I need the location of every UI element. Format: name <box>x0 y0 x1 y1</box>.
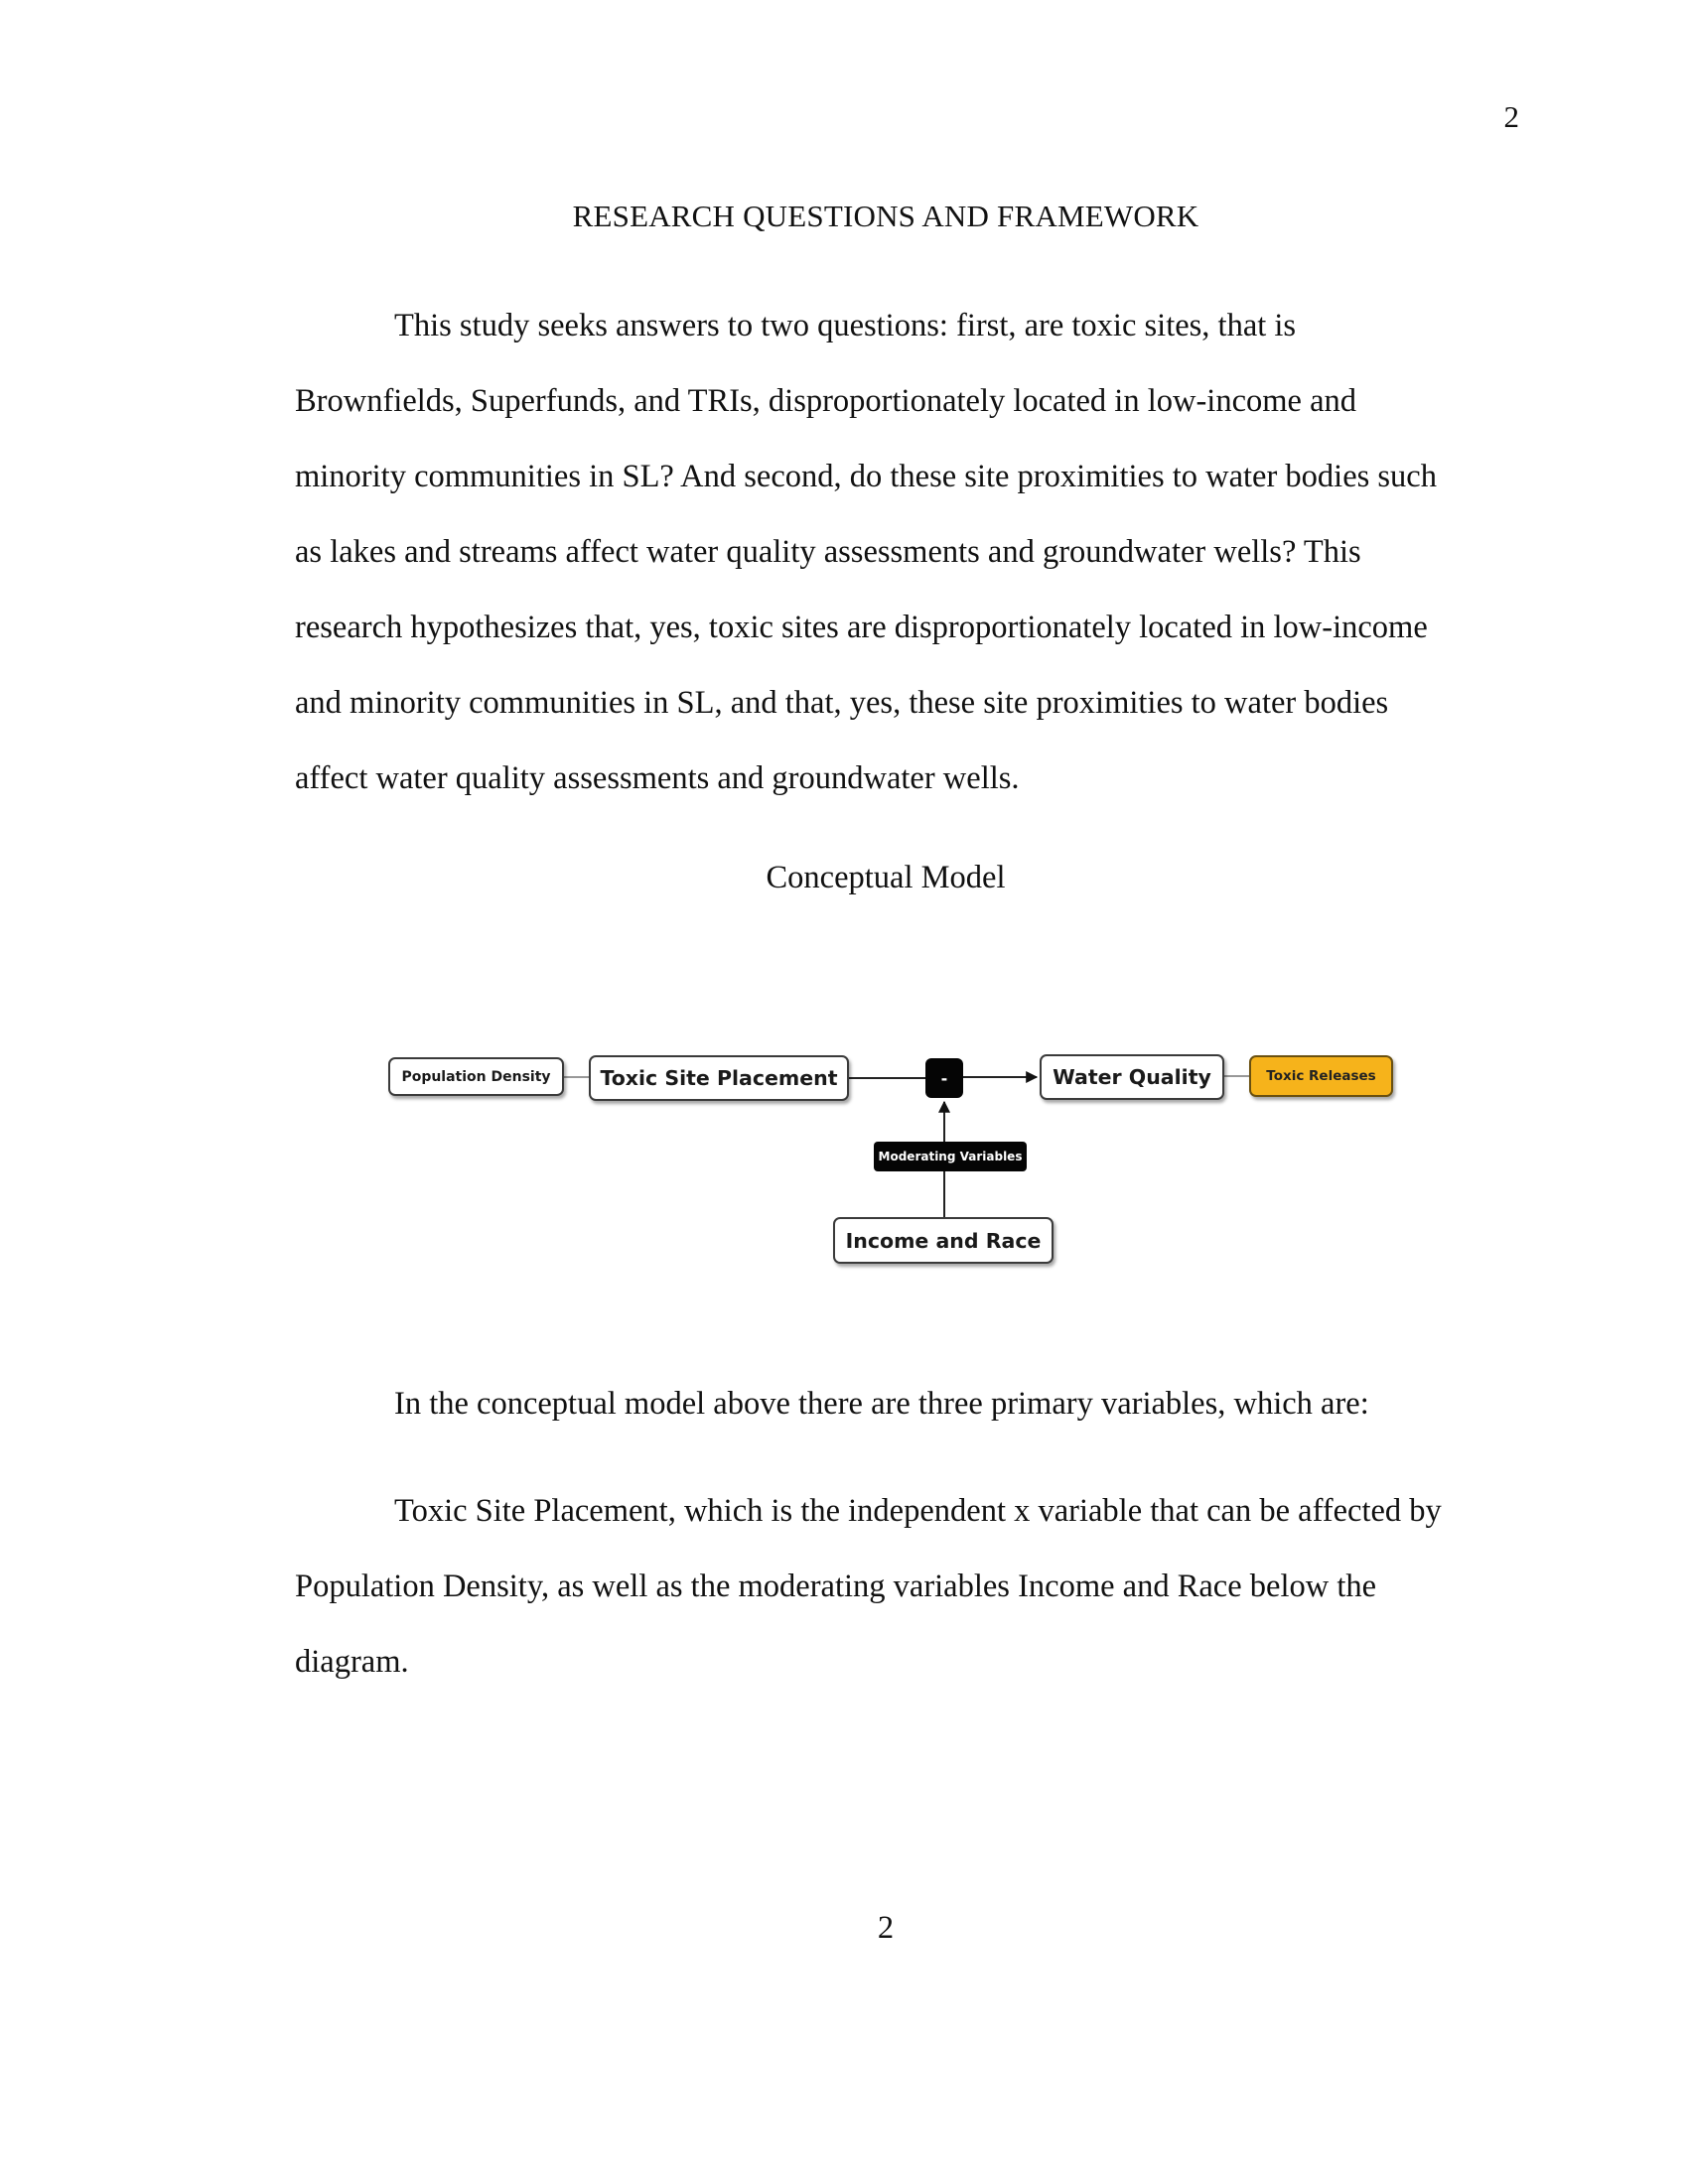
paragraph-research-questions <box>295 288 1526 816</box>
text-line: research hypothesizes that, yes, toxic sites are disproportionately located in low-income <box>295 610 1428 645</box>
text-line: This study seeks answers to two questions: first, are toxic sites, that is <box>394 308 1297 343</box>
text-line: diagram. <box>295 1644 409 1680</box>
node-toxic-site-placement: Toxic Site Placement <box>589 1055 849 1101</box>
section-heading: RESEARCH QUESTIONS AND FRAMEWORK <box>572 199 1199 233</box>
junction-node: - <box>925 1058 963 1098</box>
text-line: In the conceptual model above there are three primary variables, which are: <box>394 1386 1369 1422</box>
text-line: Population Density, as well as the moderating variables Income and Race below the <box>295 1569 1377 1604</box>
text-line: affect water quality assessments and groundwater wells. <box>295 760 1020 796</box>
paragraph-primary-variables <box>295 1366 1526 1441</box>
node-population-density: Population Density <box>388 1057 564 1096</box>
node-income-and-race: Income and Race <box>833 1217 1054 1264</box>
text-line: and minority communities in SL, and that, yes, these site proximities to water bodies <box>295 685 1389 721</box>
node-toxic-releases: Toxic Releases <box>1249 1055 1393 1097</box>
label-moderating-variables: Moderating Variables <box>874 1142 1027 1171</box>
text-line: Brownfields, Superfunds, and TRIs, disproportionately located in low-income and <box>295 383 1356 419</box>
text-line: Toxic Site Placement, which is the independent x variable that can be affected by <box>394 1493 1442 1529</box>
page-number-bottom: 2 <box>877 1910 895 1946</box>
paragraph-toxic-site-placement <box>295 1473 1526 1700</box>
diagram-title: Conceptual Model <box>766 860 1006 895</box>
text-line: as lakes and streams affect water quality assessments and groundwater wells? This <box>295 534 1361 570</box>
node-water-quality: Water Quality <box>1040 1054 1224 1100</box>
text-line: minority communities in SL? And second, do these site proximities to water bodies such <box>295 459 1437 494</box>
conceptual-model-diagram <box>377 1042 1410 1281</box>
page-number-top: 2 <box>1503 99 1519 134</box>
